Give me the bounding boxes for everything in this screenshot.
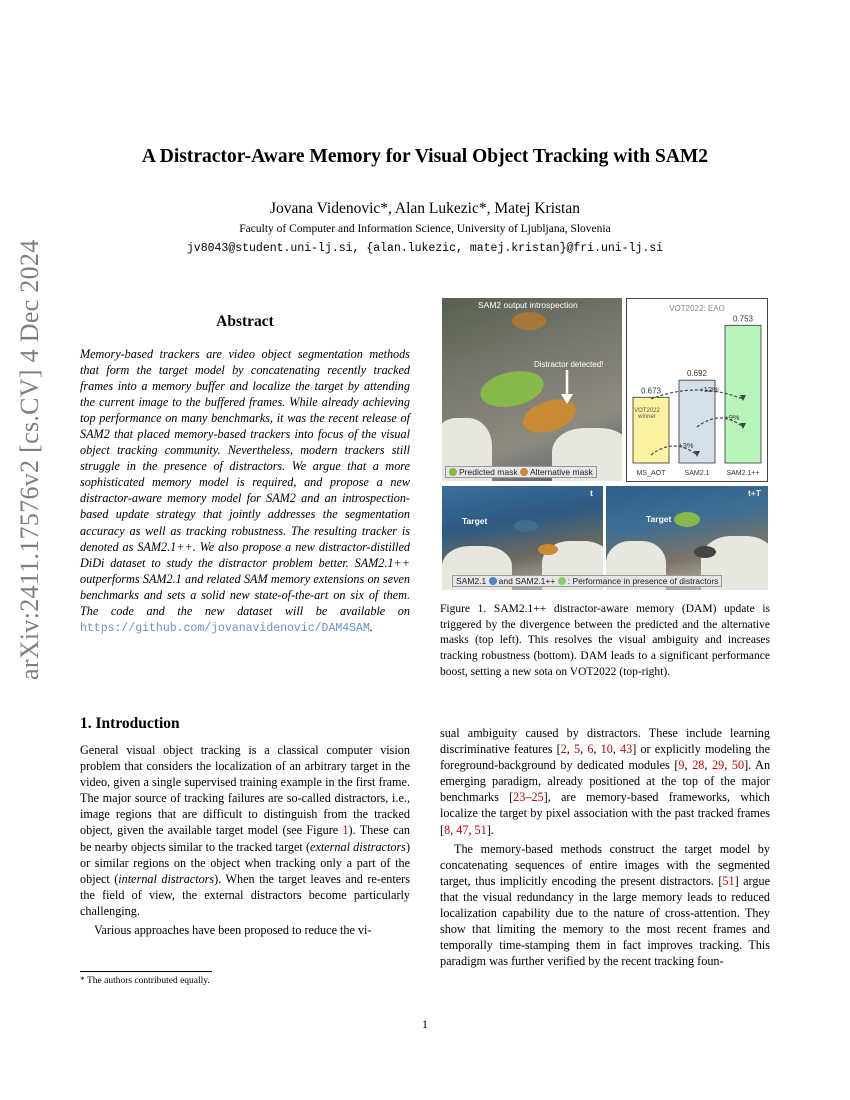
time-label: t+T <box>748 488 761 498</box>
citation[interactable]: 51 <box>722 873 735 888</box>
sam21pp-dot-icon <box>558 577 566 585</box>
text: ). These can be nearby objects similar to the tracked target ( <box>80 823 410 854</box>
figure-1-caption: Figure 1. SAM2.1++ distractor-aware memory (DAM) update is triggered by the divergence between the predicted and the alternative masks (top left). This resolves the visual ambiguity and increases tracking robustness (bottom). DAM leads to a significant performance boost, setting a new sota on VOT2022 (top-right). <box>440 603 770 678</box>
mask-legend <box>445 466 597 478</box>
intro-left-column <box>80 742 410 938</box>
figure-1 <box>442 298 768 590</box>
intro-paragraph-2: Various approaches have been proposed to reduce the vi- <box>94 923 372 938</box>
arxiv-identifier: arXiv:2411.17576v2 [cs.CV] 4 Dec 2024 <box>15 239 44 680</box>
improvement-label: +9% <box>724 413 740 422</box>
figure-ref[interactable]: 1 <box>342 823 349 838</box>
text: sual ambiguity caused by distractors. These include learning discriminative features [ <box>440 726 770 757</box>
legend-label: SAM2.1 <box>456 576 487 586</box>
text: ]. An emerging paradigm, already positioned at the top of the major benchmarks [ <box>440 758 771 805</box>
data-label: 0.753 <box>732 314 754 324</box>
chart-title: VOT2022: EAO <box>669 304 725 313</box>
abstract-heading: Abstract <box>216 313 274 330</box>
citation[interactable]: 50 <box>731 758 745 773</box>
distractor-label: Distractor detected! <box>534 360 604 369</box>
text: ], are memory-based frameworks, which localize the target by pixel association with the past tracked frames [ <box>440 790 770 837</box>
citation[interactable]: 10 <box>600 742 613 757</box>
fish <box>512 312 546 330</box>
code-link[interactable]: https://github.com/jovanavidenovic/DAM4SAM <box>80 621 370 635</box>
abstract-body <box>80 346 410 637</box>
text: General visual object tracking is a classical computer vision problem that considers the localization of an arbitrary target in the video, given a single supervised training example in the first frame. The major source of tracking failures are so-called distractors, i.e., image regions that are difficult to distinguish from the tracked object, given the available target model (see Figure <box>80 743 410 838</box>
text: ] or explicitly modeling the foreground-background by dedicated modules [ <box>440 742 771 773</box>
eao-bar-chart <box>627 299 767 481</box>
citation[interactable]: 29 <box>712 758 725 773</box>
legend-label: Alternative mask <box>529 467 593 477</box>
footnote-rule <box>80 971 212 972</box>
citation[interactable]: 5 <box>574 742 581 757</box>
text: The memory-based methods construct the target model by concatenating sequences of entire images with the segmented target, thus implicitly encoding the present distractors. [ <box>440 841 770 888</box>
legend-label: : Performance in presence of distractors <box>567 576 719 586</box>
abstract-text: Memory-based trackers are video object segmentation methods that form the target model by concatenating recently tracked frames into a memory buffer and localize the target by attending the current image to the buffered frames. While already achieving top performance on many benchmarks, it was the recent release of SAM2 that placed memory-based trackers into focus of the visual object tracking community. Nevertheless, modern trackers still struggle in the presence of distractors. We argue that a more sophisticated memory model is required, and propose a new distractor-aware memory model for SAM2 and an introspection-based update strategy that jointly addresses the segmentation accuracy as well as tracking robustness. The resulting tracker is denoted as SAM2.1++. We also propose a new distractor-distilled DiDi dataset to study the distractor problem better. SAM2.1++ outperforms SAM2.1 and related SAM memory extensions on seven benchmarks and sets a solid new state-of-the-art on six of them. The code and the new dataset will be available on <box>80 347 410 618</box>
intro-paragraph-1 <box>80 742 410 919</box>
page-number: 1 <box>422 1017 428 1031</box>
introspection-image <box>442 298 622 481</box>
footnote: * The authors contributed equally. <box>80 976 210 986</box>
target-label: Target <box>646 514 672 524</box>
text: ] argue that the visual redundancy in the large memory leads to reduced localization capability due to the nature of cross-attention. They show that limiting the memory to the most recent frames and temporally time-stamping them in fact improves tracking. This paradigm was further verified by the recent tracking foun- <box>440 873 770 969</box>
emphasis: external distractors <box>310 839 406 854</box>
section-heading-introduction: 1. Introduction <box>80 715 180 732</box>
fish <box>514 520 538 532</box>
text: ) or similar regions on the object when tracking only a part of the object ( <box>80 839 410 886</box>
improvement-label: +3% <box>678 441 694 450</box>
legend-label: Predicted mask <box>459 467 518 477</box>
category-label: MS_AOT <box>636 470 666 477</box>
intro-right-column <box>440 725 770 969</box>
fish <box>538 544 558 555</box>
winner-label: VOT2022 winner <box>634 408 660 420</box>
text: ]. <box>486 822 494 837</box>
citation[interactable]: 9 <box>678 758 685 773</box>
citation[interactable]: 25 <box>531 790 544 805</box>
abstract-end: . <box>369 619 373 634</box>
citation[interactable]: 8 <box>444 822 451 837</box>
data-label: 0.673 <box>640 386 662 396</box>
alternative-dot-icon <box>520 468 528 476</box>
emphasis: internal distractors <box>118 871 215 886</box>
intro-paragraph-2-cont: sual ambiguity caused by distractors. These include learning discriminative features [2, 5, 6, 10, 43] or explicitly modeling the foreground-background by dedicated modules [9, 28, 29, 50]. An emerging paradigm, already positioned at the top of the major benchmarks [23–25], are memory-based frameworks, which localize the target by pixel association with the past tracked frames [8, 47, 51]. <box>440 726 771 837</box>
predicted-dot-icon <box>449 468 457 476</box>
down-arrow-icon <box>560 370 574 406</box>
citation[interactable]: 2 <box>560 742 567 757</box>
eao-chart <box>626 298 768 482</box>
sam21-dot-icon <box>489 577 497 585</box>
time-label: t <box>590 488 593 498</box>
citation[interactable]: 51 <box>474 822 487 837</box>
legend-label: and SAM2.1++ <box>498 576 556 586</box>
author-list: Jovana Videnovic*, Alan Lukezic*, Matej Kristan <box>270 200 580 217</box>
citation[interactable]: 23 <box>513 790 526 805</box>
citation[interactable]: 47 <box>456 822 469 837</box>
target-label: Target <box>462 516 488 526</box>
text: ). When the target leaves and re-enters the field of view, the external distractors become particularly challenging. <box>80 871 410 918</box>
improvement-label: +12% <box>699 385 719 394</box>
citation[interactable]: 28 <box>692 758 705 773</box>
affiliation: Faculty of Computer and Information Science, University of Ljubljana, Slovenia <box>239 223 611 235</box>
fish <box>674 512 700 527</box>
fish <box>694 546 716 558</box>
intro-paragraph-3 <box>440 841 770 970</box>
citation[interactable]: 43 <box>620 742 633 757</box>
paper-title: A Distractor-Aware Memory for Visual Object Tracking with SAM2 <box>141 146 709 167</box>
performance-legend <box>452 575 722 587</box>
citation[interactable]: 6 <box>587 742 594 757</box>
data-label: 0.692 <box>686 369 708 379</box>
author-emails: jv8043@student.uni-lj.si, {alan.lukezic, matej.kristan}@fri.uni-lj.si <box>186 242 664 255</box>
category-label: SAM2.1 <box>684 470 710 477</box>
category-label: SAM2.1++ <box>726 470 760 477</box>
panel-title: SAM2 output introspection <box>478 300 578 310</box>
